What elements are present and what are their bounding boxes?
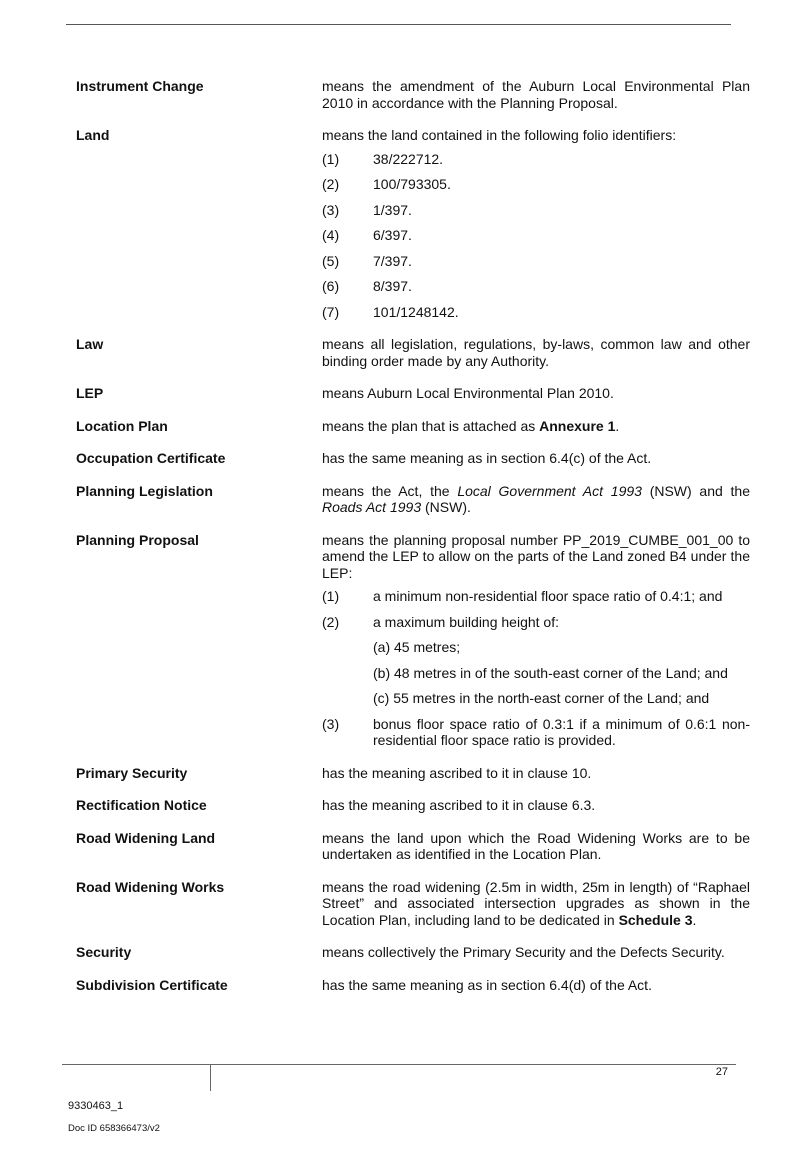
footer-divider [210, 1064, 211, 1091]
definition-body [322, 532, 750, 749]
definition-instrument-change [76, 78, 750, 111]
text-part: . [615, 417, 620, 434]
item-body [373, 614, 750, 707]
item-number: (5) [322, 252, 340, 269]
annexure-reference: Annexure 1 [539, 417, 616, 434]
item-text: 101/1248142. [373, 303, 459, 320]
list-item [322, 588, 750, 605]
item-number: (3) [322, 715, 340, 732]
definition-law [76, 336, 750, 369]
item-text: bonus floor space ratio of 0.3:1 if a minimum of 0.6:1 non-residential floor space ratio is provided. [373, 715, 750, 748]
definition-text: means Auburn Local Environmental Plan 2010. [322, 385, 614, 401]
term: LEP [76, 385, 104, 401]
term: Planning Legislation [76, 482, 213, 499]
header-rule [66, 24, 731, 25]
item-text: 1/397. [373, 201, 412, 218]
definition-body [322, 127, 750, 320]
sub-item: (c) 55 metres in the north-east corner of the Land; and [373, 690, 710, 706]
proposal-list [322, 588, 750, 749]
list-item [322, 614, 750, 707]
document-number: 9330463_1 [68, 1100, 124, 1112]
term: Subdivision Certificate [76, 976, 228, 993]
term: Occupation Certificate [76, 450, 226, 466]
list-item [322, 278, 750, 295]
term: Planning Proposal [76, 531, 199, 548]
list-item [322, 253, 750, 270]
definition-text: means collectively the Primary Security and the Defects Security. [322, 944, 725, 960]
folio-list [322, 151, 750, 321]
definition-text [322, 879, 750, 929]
item-number: (6) [322, 278, 340, 294]
item-text: 8/397. [373, 278, 412, 294]
text-part: means the road widening (2.5m in width, 25m in length) of “Raphael Street” and associated intersection upgrades as shown in the Location Plan, including land to be dedicated in [322, 878, 750, 928]
act-title: Roads Act 1993 [322, 499, 422, 515]
act-title: Local Government Act 1993 [457, 482, 642, 499]
sub-item: (b) 48 metres in of the south-east corner of the Land; and [373, 664, 728, 681]
item-number: (1) [322, 150, 340, 167]
definition-text: has the meaning ascribed to it in clause 10. [322, 764, 592, 781]
schedule-reference: Schedule 3 [618, 911, 693, 928]
definitions-list [76, 78, 750, 1009]
term: Law [76, 336, 104, 352]
list-item [322, 227, 750, 244]
definition-text [322, 483, 750, 516]
list-item [322, 202, 750, 219]
sub-item: (a) 45 metres; [373, 639, 461, 655]
definition-occupation-certificate [76, 450, 750, 467]
definition-text: means all legislation, regulations, by-laws, common law and other binding order made by any Authority. [322, 336, 750, 369]
definition-location-plan [76, 418, 750, 435]
definition-planning-legislation [76, 483, 750, 516]
height-sublist [373, 639, 750, 707]
list-item [322, 151, 750, 168]
item-text: 7/397. [373, 252, 412, 269]
definition-subdivision-certificate [76, 977, 750, 994]
list-item [322, 304, 750, 321]
text-part: (NSW) and the [641, 482, 751, 499]
definition-land [76, 127, 750, 320]
document-id: Doc ID 658366473/v2 [68, 1123, 160, 1134]
term: Location Plan [76, 417, 168, 434]
definition-text: means the planning proposal number PP_2019_CUMBE_001_00 to amend the LEP to allow on the parts of the Land zoned B4 under the LEP: [322, 531, 750, 581]
item-text: a maximum building height of: [373, 613, 559, 630]
definition-text: means the land contained in the following folio identifiers: [322, 127, 677, 143]
term: Primary Security [76, 764, 188, 781]
definition-text: has the same meaning as in section 6.4(c) of the Act. [322, 450, 652, 466]
term: Instrument Change [76, 78, 204, 94]
definition-text [322, 418, 750, 435]
item-number: (7) [322, 303, 340, 320]
item-number: (2) [322, 613, 340, 630]
definition-primary-security [76, 765, 750, 782]
definition-road-widening-works [76, 879, 750, 929]
text-part: . [692, 911, 697, 928]
list-item [322, 716, 750, 749]
definition-planning-proposal [76, 532, 750, 749]
definition-lep [76, 385, 750, 402]
list-item [322, 176, 750, 193]
term: Road Widening Land [76, 829, 216, 846]
term: Land [76, 127, 110, 143]
item-text: 38/222712. [373, 150, 444, 167]
footer-rule [62, 1064, 736, 1065]
item-number: (4) [322, 227, 340, 243]
definition-security [76, 944, 750, 961]
definition-text: has the same meaning as in section 6.4(d) of the Act. [322, 976, 652, 993]
definition-text: has the meaning ascribed to it in clause 6.3. [322, 797, 596, 813]
item-text: 100/793305. [373, 176, 451, 192]
item-text: 6/397. [373, 227, 412, 243]
text-part: means the plan that is attached as [322, 417, 540, 434]
definition-road-widening-land [76, 830, 750, 863]
item-number: (2) [322, 176, 340, 192]
text-part: (NSW). [421, 499, 471, 515]
item-number: (1) [322, 588, 340, 604]
term: Rectification Notice [76, 797, 207, 813]
item-text: a minimum non-residential floor space ratio of 0.4:1; and [373, 588, 723, 604]
term: Road Widening Works [76, 878, 225, 895]
term: Security [76, 944, 132, 960]
page-number: 27 [715, 1066, 728, 1078]
definition-text: means the land upon which the Road Widening Works are to be undertaken as identified in the Location Plan. [322, 829, 750, 862]
definition-rectification-notice [76, 797, 750, 814]
text-part: means the Act, the [322, 482, 458, 499]
item-number: (3) [322, 201, 340, 218]
definition-text: means the amendment of the Auburn Local Environmental Plan 2010 in accordance with the Planning Proposal. [322, 78, 750, 111]
